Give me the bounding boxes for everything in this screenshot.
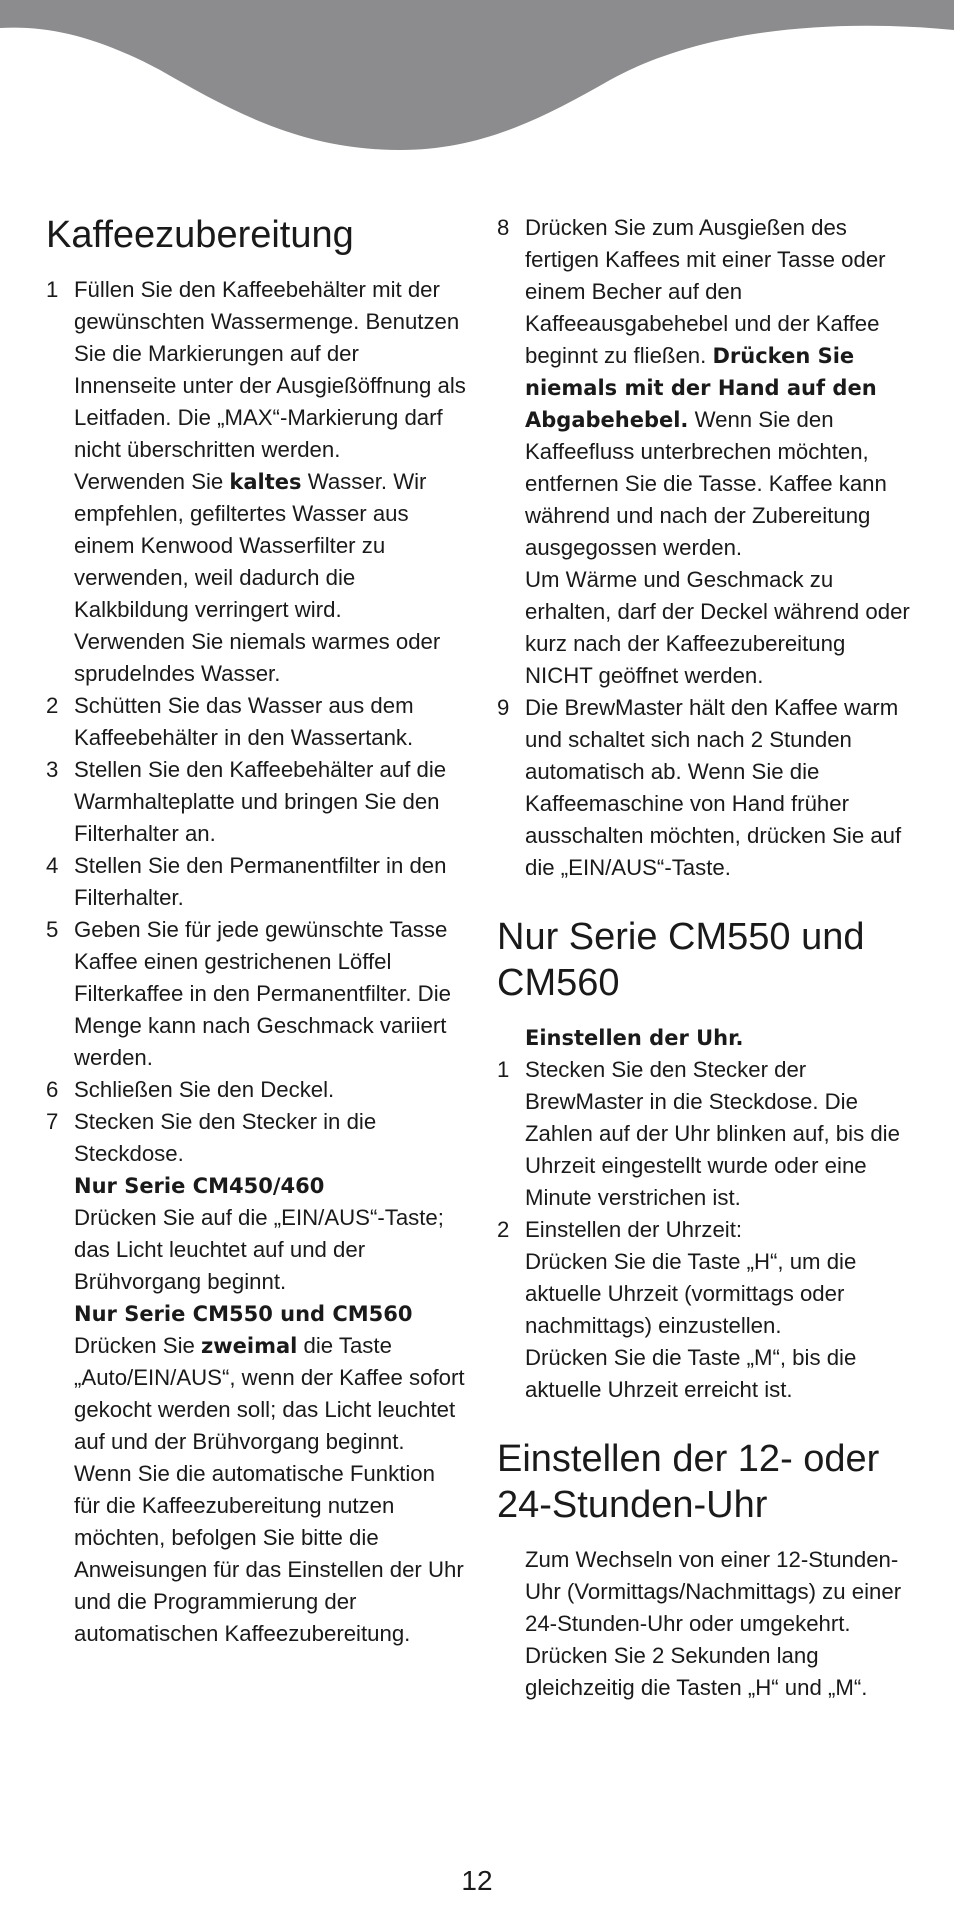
page-number: 12: [461, 1865, 493, 1896]
warning-text: Drücken Sie niemals mit der Hand auf den Abgabehebel.: [525, 344, 877, 432]
list-item: 2 Einstellen der Uhrzeit: Drücken Sie die Taste „H“, um die aktuelle Uhrzeit (vormittags oder nachmittags) einzustellen. Drücken Sie die Taste „M“, bis die aktuelle Uhrzeit erreicht ist.: [497, 1217, 857, 1402]
heading-12-24-stunden: Einstellen der 12- oder 24-Stunden-Uhr: [497, 1438, 880, 1526]
list-item: 8 Drücken Sie zum Ausgießen des fertigen Kaffees mit einer Tasse oder einem Becher auf den Kaffeeausgabehebel und der Kaffee beginnt zu fließen. Drücken Sie niemals mit der Hand auf den Abgabehebel. Wenn Sie den Kaffeefluss unterbrechen möchten, entfernen Sie die Tasse. Kaffee kann während und nach der Zubereitung ausgegossen werden. Um Wärme und Geschmack zu erhalten, darf der Deckel während oder kurz nach der Kaffeezubereitung NICHT geöffnet werden.: [497, 215, 910, 688]
list-item: 7 Stecken Sie den Stecker in die Steckdose. Nur Serie CM450/460 Drücken Sie auf die „EIN/AUS“-Taste; das Licht leuchtet auf und der Brühvorgang beginnt. Nur Serie CM550 und CM560 Drücken Sie zweimal die Taste „Auto/EIN/AUS“, wenn der Kaffee sofort gekocht werden soll; das Licht leuchtet auf und der Brühvorgang beginnt. Wenn Sie die automatische Funktion für die Kaffeezubereitung nutzen möchten, befolgen Sie bitte die Anweisungen für das Einstellen der Uhr und die Programmierung der automatischen Kaffeezubereitung.: [46, 1109, 465, 1646]
list-item: 6 Schließen Sie den Deckel.: [46, 1077, 335, 1102]
paragraph-stunden-uhr: Zum Wechseln von einer 12-Stunden-Uhr (Vormittags/Nachmittags) zu einer 24-Stunden-Uhr oder umgekehrt. Drücken Sie 2 Sekunden lang gleichzeitig die Tasten „H“ und „M“.: [525, 1547, 902, 1700]
heading-kaffeezubereitung: Kaffeezubereitung: [46, 214, 354, 256]
list-item: 4 Stellen Sie den Permanentfilter in den Filterhalter.: [46, 853, 447, 910]
list-item: 1 Stecken Sie den Stecker der BrewMaster in die Steckdose. Die Zahlen auf der Uhr blinken auf, bis die Uhrzeit eingestellt wurde oder eine Minute verstrichen ist.: [497, 1057, 900, 1210]
heading-serie-cm550: Nur Serie CM550 und CM560: [497, 916, 865, 1004]
list-item: 2 Schütten Sie das Wasser aus dem Kaffeebehälter in den Wassertank.: [46, 693, 414, 750]
subheading-cm450: Nur Serie CM450/460: [74, 1174, 325, 1198]
list-item: 3 Stellen Sie den Kaffeebehälter auf die Warmhalteplatte und bringen Sie den Filterhalter an.: [46, 757, 447, 846]
list-item: 9 Die BrewMaster hält den Kaffee warm und schaltet sich nach 2 Stunden automatisch ab. Wenn Sie die Kaffeemaschine von Hand früher ausschalten möchten, drücken Sie auf die „EIN/AUS“-Taste.: [497, 695, 902, 880]
right-column: [497, 212, 917, 1704]
header-wave-graphic: [0, 0, 954, 160]
list-item: 1 Füllen Sie den Kaffeebehälter mit der gewünschten Wassermenge. Benutzen Sie die Markierungen auf der Innenseite unter der Ausgießöffnung als Leitfaden. Die „MAX“-Markierung darf nicht überschritten werden. Verwenden Sie kaltes Wasser. Wir empfehlen, gefiltertes Wasser aus einem Kenwood Wasserfilter zu verwenden, weil dadurch die Kalkbildung verringert wird. Verwenden Sie niemals warmes oder sprudelndes Wasser.: [46, 277, 466, 686]
subheading-uhr: Einstellen der Uhr.: [525, 1026, 744, 1050]
list-item: 5 Geben Sie für jede gewünschte Tasse Kaffee einen gestrichenen Löffel Filterkaffee in den Permanentfilter. Die Menge kann nach Geschmack variiert werden.: [46, 917, 451, 1070]
subheading-cm550: Nur Serie CM550 und CM560: [74, 1302, 413, 1326]
left-column: [46, 212, 466, 1650]
